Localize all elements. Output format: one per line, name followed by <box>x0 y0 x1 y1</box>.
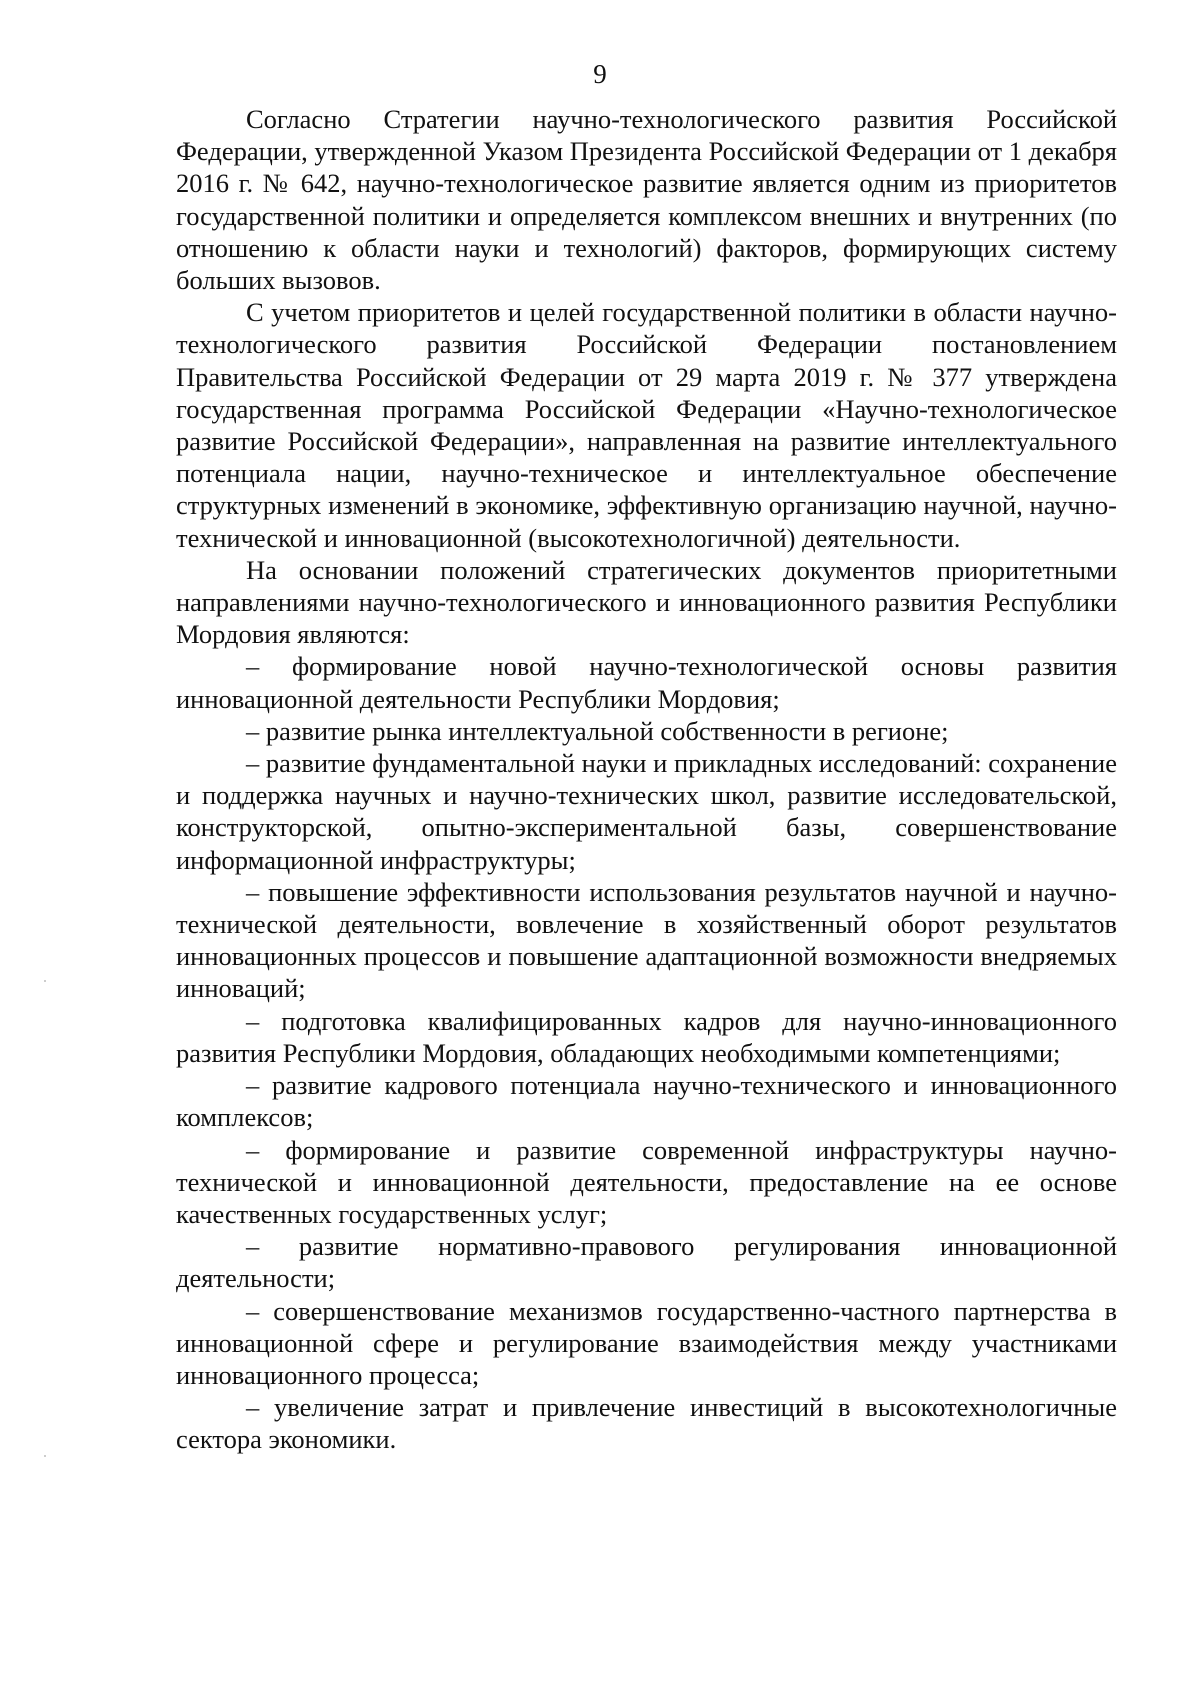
list-item: – развитие нормативно-правового регулирования инновационной деятельности; <box>176 1231 1117 1294</box>
document-body <box>176 103 1117 1456</box>
paragraph-strategy: Согласно Стратегии научно-технологического развития Российской Федерации, утвержденной Указом Президента Российской Федерации от 1 декабря 2016 г. № 642, научно-технологическое развитие является одним из приоритетов государственной политики и определяется комплексом внешних и внутренних (по отношению к области науки и технологий) факторов, формирующих систему больших вызовов. <box>176 104 1117 296</box>
list-item: – совершенствование механизмов государственно-частного партнерства в инновационной сфере и регулирование взаимодействия между участниками инновационного процесса; <box>176 1295 1117 1390</box>
list-item: – развитие кадрового потенциала научно-технического и инновационного комплексов; <box>176 1070 1117 1133</box>
list-item: – развитие рынка интеллектуальной собственности в регионе; <box>246 715 949 746</box>
paragraph-state-program: С учетом приоритетов и целей государственной политики в области научно-технологического развития Российской Федерации постановлением Правительства Российской Федерации от 29 марта 2019 г. № 377 утверждена государственная программа Российской Федерации «Научно-технологическое развитие Российской Федерации», направленная на развитие интеллектуального потенциала нации, научно-техническое и интеллектуальное обеспечение структурных изменений в экономике, эффективную организацию научной, научно-технической и инновационной (высокотехнологичной) деятельности. <box>176 297 1117 553</box>
list-item: – формирование новой научно-технологической основы развития инновационной деятельности Республики Мордовия; <box>176 651 1117 714</box>
paragraph-priorities-intro: На основании положений стратегических документов приоритетными направлениями научно-технологического и инновационного развития Республики Мордовия являются: <box>176 554 1117 650</box>
scan-artifact <box>44 1455 46 1457</box>
list-item: – увеличение затрат и привлечение инвестиций в высокотехнологичные сектора экономики. <box>176 1392 1117 1455</box>
list-item: – подготовка квалифицированных кадров для научно-инновационного развития Республики Мордовия, обладающих необходимыми компетенциями; <box>176 1005 1117 1068</box>
list-item: – формирование и развитие современной инфраструктуры научно-технической и инновационной деятельности, предоставление на ее основе качественных государственных услуг; <box>176 1134 1117 1229</box>
list-item: – развитие фундаментальной науки и прикладных исследований: сохранение и поддержка научных и научно-технических школ, развитие исследовательской, конструкторской, опытно-экспериментальной базы, совершенствование информационной инфраструктуры; <box>176 748 1117 875</box>
scan-artifact <box>44 980 46 982</box>
list-item: – повышение эффективности использования результатов научной и научно-технической деятельности, вовлечение в хозяйственный оборот результатов инновационных процессов и повышение адаптационной возможности внедряемых инноваций; <box>176 876 1117 1004</box>
page-number: 9 <box>593 59 607 89</box>
